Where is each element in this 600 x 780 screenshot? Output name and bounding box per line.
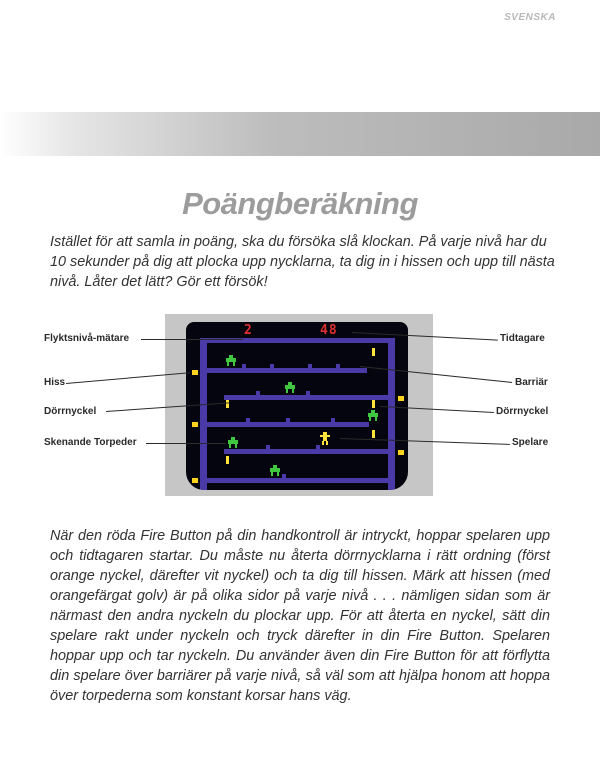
barrier [242,364,246,368]
elevator-marker [192,422,198,427]
right-wall [388,338,395,490]
elevator-marker [398,396,404,401]
label-runaway-torpedoes: Skenande Torpeder [44,437,137,448]
barrier [306,391,310,395]
intro-paragraph: Istället för att samla in poäng, ska du försöka slå klockan. På varje nivå har du 10 sekunder på dig att plocka upp nycklarna, ta dig in i hissen och upp till nästa nivå. Låter det lätt? Gör ett försök! [50,234,555,290]
door-key [226,456,229,464]
game-screen [186,322,408,490]
barrier [256,391,260,395]
floor [207,422,369,427]
torpedo-icon [270,465,280,476]
elevator-marker [192,478,198,483]
door-key [372,430,375,438]
label-elevator: Hiss [44,377,66,388]
elevator-marker [192,370,198,375]
body-paragraph: När den röda Fire Button på din handkontroll är intryckt, hoppar spelaren upp och tidtagaren startar. Du måste nu återta dörrnycklarna i rätt ordning (först orange nyckel, därefter vit nyckel) och ta dig till hissen. Märk att hissen (med orangefärgat golv) är på olika sidor på varje nivå . . . nämligen sidan som är närmast den andra nyckeln du plockar upp. För att återta en nyckel, sätt din spelare rakt under nyckeln och tryck därefter in din Fire Button. Spelaren hoppar upp och tar nyckeln. Du använder även din Fire Button för att förflytta din spelare över barriärer på varje nivå, så väl som att hjälpa honom att hoppa över torpederna som konstant korsar hans väg. [50,528,550,704]
barrier [246,418,250,422]
floor [207,368,367,373]
barrier [266,445,270,449]
level-meter-value: 2 [244,323,253,338]
label-escape-level-meter: Flyktsnivå-mätare [44,333,130,344]
barrier [282,474,286,478]
label-barrier: Barriär [515,377,548,388]
door-key [372,348,375,356]
barrier [308,364,312,368]
player-icon [320,432,330,445]
label-door-key-right: Dörrnyckel [496,406,549,417]
leader-line [141,339,243,340]
floor [224,395,388,400]
floor [224,449,388,454]
label-timer: Tidtagare [500,333,545,344]
label-door-key-left: Dörrnyckel [44,406,97,417]
elevator-marker [398,450,404,455]
torpedo-icon [226,355,236,366]
barrier [331,418,335,422]
barrier [316,445,320,449]
leader-line [146,443,226,444]
barrier [336,364,340,368]
barrier [286,418,290,422]
left-wall [200,338,207,490]
page-title: Poängberäkning [182,186,418,221]
door-key [372,400,375,408]
torpedo-icon [228,437,238,448]
torpedo-icon [285,382,295,393]
door-key [226,400,229,408]
language-tag: SVENSKA [504,12,556,23]
gray-band [0,112,600,156]
barrier [270,364,274,368]
label-player: Spelare [512,437,549,448]
floor [207,478,388,483]
timer-value: 48 [320,323,338,338]
torpedo-icon [368,410,378,421]
